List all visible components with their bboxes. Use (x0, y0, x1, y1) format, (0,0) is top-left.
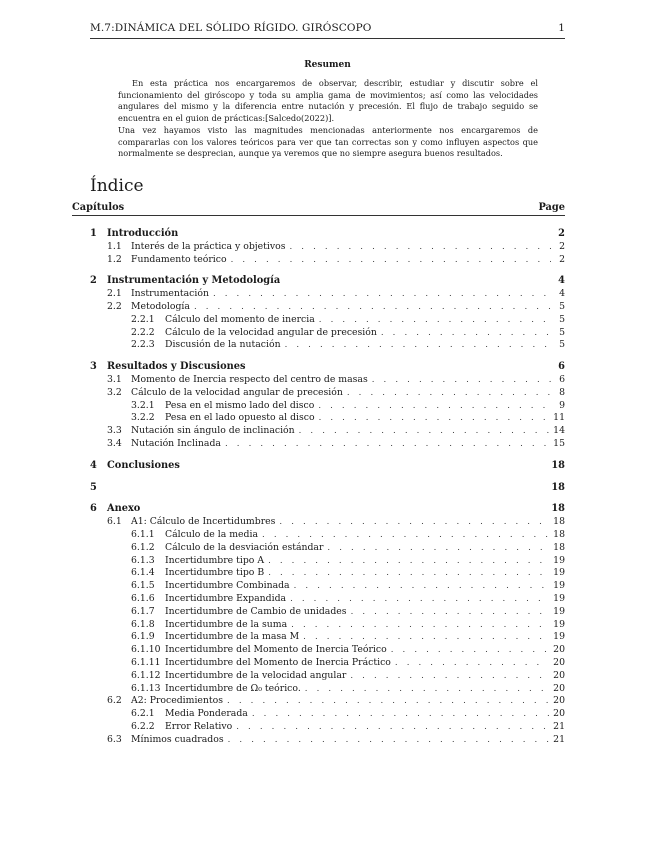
toc-entry[interactable] (131, 338, 565, 351)
toc-entry-page: 2 (559, 240, 565, 252)
toc-entry-number: 3.2.1 (131, 399, 155, 411)
toc-entry-title: Fundamento teórico (131, 253, 227, 265)
toc-entry-title: Mínimos cuadrados (131, 733, 224, 745)
abstract-paragraph-1: En esta práctica nos encargaremos de observar, describir, estudiar y discutir sobre el funcionamiento del giróscopo y toda su amplia gama de movimientos; así como las velocidades angulares del mismo y la diferencia entre nutación y precesión. El flujo de trabajo seguido se encuentra en el guion de prácticas:[Salcedo(2022)]. (118, 78, 538, 124)
toc-entry-number: 6.1.6 (131, 593, 155, 604)
toc-entry-number: 6.1.2 (131, 541, 155, 553)
toc-entry-page: 18 (553, 516, 565, 528)
toc-entry-number: 6.1.4 (131, 567, 155, 579)
toc-entry-title: Media Ponderada (165, 708, 248, 720)
toc-entry-page: 9 (559, 399, 565, 411)
toc-entry-title: Instrumentación (131, 288, 209, 300)
toc-entry-number: 1.1 (107, 240, 122, 252)
toc-entry-number: 1 (90, 228, 97, 239)
toc-entry-page: 2 (558, 228, 565, 239)
toc-entry-title: Discusión de la nutación (165, 339, 281, 351)
toc-entry-number: 6.1.10 (131, 644, 161, 656)
toc-entry-number: 2.2.3 (131, 339, 155, 351)
toc-entry-page: 5 (559, 339, 565, 351)
toc-entry-title: Incertidumbre de Cambio de unidades (165, 605, 347, 617)
toc-entry-title: Interés de la práctica y objetivos (131, 240, 286, 252)
toc-entry[interactable] (131, 605, 565, 618)
toc-entry-page: 11 (553, 412, 565, 424)
toc-entry-page: 19 (553, 618, 565, 630)
toc-entry-page: 19 (553, 567, 565, 579)
toc-entry-title: A1: Cálculo de Incertidumbres (131, 516, 276, 528)
toc-entry[interactable] (131, 326, 565, 339)
toc-entry-title: Anexo (107, 503, 141, 515)
toc-entry-title: Incertidumbre de la suma (165, 618, 288, 630)
toc-entry-title: Momento de Inercia respecto del centro de masas (131, 374, 368, 385)
toc-entry[interactable] (131, 592, 565, 605)
toc-entry-page: 20 (553, 682, 565, 694)
toc-entry-page: 4 (558, 275, 565, 287)
toc-entry[interactable] (131, 682, 565, 695)
toc-entry[interactable] (131, 528, 565, 541)
toc-entry-page: 20 (553, 657, 565, 668)
toc-entry-title: Conclusiones (107, 459, 180, 471)
toc-entry-page: 5 (559, 326, 565, 338)
toc-entry[interactable] (107, 424, 565, 437)
toc-entry-number: 4 (90, 459, 97, 471)
toc-entry[interactable] (107, 386, 565, 399)
toc-entry-number: 6.1.5 (131, 580, 155, 592)
toc-dot-leader (231, 254, 551, 267)
toc-entry-page: 19 (553, 554, 565, 566)
toc-rule (72, 215, 565, 216)
toc-entry-title: Cálculo de la media (165, 529, 259, 540)
running-header (90, 22, 565, 38)
abstract (118, 78, 538, 160)
toc-entry-number: 2.2.2 (131, 326, 155, 338)
toc-entry[interactable] (131, 554, 565, 567)
abstract-paragraph-2: Una vez hayamos visto las magnitudes mencionadas anteriormente nos encargaremos de compararlas con los valores teóricos para ver que tan correctas son y como influyen aspectos que normalmente se desprecian, aunque ya veremos que no siempre asegura buenos resultados. (118, 124, 538, 159)
toc-entry[interactable] (131, 579, 565, 592)
toc-entry-page: 5 (559, 301, 565, 312)
toc-entry-number: 6.3 (107, 733, 122, 745)
toc-entry[interactable] (107, 240, 565, 253)
toc-entry-number: 5 (90, 481, 97, 493)
toc-entry-page: 15 (553, 438, 565, 449)
toc-entry-page: 6 (558, 361, 565, 373)
toc-entry-title: Introducción (107, 228, 179, 239)
toc-entry-page: 19 (553, 593, 565, 604)
toc-entry-page: 19 (553, 605, 565, 617)
toc-entry-title: Error Relativo (165, 721, 233, 732)
toc-chapter[interactable] (90, 227, 565, 240)
toc-entry-number: 6.1.13 (131, 682, 161, 694)
toc-entry-page: 18 (551, 459, 565, 471)
toc-entry-number: 6.1 (107, 516, 122, 528)
toc-dot-leader (225, 438, 549, 451)
toc-entry-title: A2: Procedimientos (131, 695, 224, 707)
toc-entry-page: 2 (559, 253, 565, 265)
toc-entry[interactable] (131, 541, 565, 554)
toc-entry-title: Instrumentación y Metodología (107, 275, 281, 287)
toc-entry-number: 2.2.1 (131, 313, 155, 325)
toc-entry-title: Incertidumbre de la velocidad angular (165, 669, 347, 681)
toc-entry-title: Cálculo de la desviación estándar (165, 541, 324, 553)
toc-chapter[interactable] (90, 274, 565, 287)
toc-column-headers (72, 202, 565, 213)
toc-entry-page: 20 (553, 669, 565, 681)
toc-entry-page: 18 (553, 541, 565, 553)
header-rule (90, 38, 565, 39)
toc-entry-number: 3.3 (107, 425, 122, 437)
toc-entry-page: 14 (553, 425, 565, 437)
toc-entry-page: 5 (559, 313, 565, 325)
toc-col-chapters: Capítulos (72, 202, 125, 213)
toc-entry[interactable] (131, 707, 565, 720)
toc-chapter[interactable] (90, 481, 565, 494)
toc-entry-number: 6 (90, 503, 97, 515)
toc-entry[interactable] (131, 411, 565, 424)
toc-entry[interactable] (131, 399, 565, 412)
toc-title: Índice (90, 176, 144, 196)
toc-entry-number: 6.1.9 (131, 631, 155, 643)
toc-entry-number: 6.1.8 (131, 618, 155, 630)
toc-entry[interactable] (107, 287, 565, 300)
toc-entry[interactable] (131, 313, 565, 326)
toc-entry-title: Incertidumbre del Momento de Inercia Práctico (165, 657, 391, 668)
toc-entry-title: Incertidumbre tipo B (165, 567, 265, 579)
toc-entry[interactable] (107, 253, 565, 266)
toc-entry-page: 19 (553, 580, 565, 592)
toc-entry-number: 3.4 (107, 438, 122, 449)
toc-dot-leader (228, 734, 550, 747)
toc-entry-number: 3.1 (107, 374, 122, 385)
toc-entry-title: Incertidumbre de Ω₀ teórico. (165, 682, 301, 694)
toc-entry-page: 20 (553, 708, 565, 720)
toc-entry[interactable] (131, 669, 565, 682)
toc-entry[interactable] (131, 643, 565, 656)
toc-entry-number: 2 (90, 275, 97, 287)
toc-entry-title: Nutación Inclinada (131, 438, 221, 449)
toc-entry-page: 18 (553, 529, 565, 540)
toc-entry-number: 3 (90, 361, 97, 373)
toc-entry-title: Pesa en el lado opuesto al disco (165, 412, 315, 424)
toc-entry-title: Incertidumbre de la masa M (165, 631, 300, 643)
toc-entry-number: 6.1.3 (131, 554, 155, 566)
toc-entry-number: 6.1.1 (131, 529, 155, 540)
toc-entry[interactable] (131, 720, 565, 733)
toc-chapter[interactable] (90, 360, 565, 373)
toc-chapter[interactable] (90, 502, 565, 515)
toc-col-page: Page (538, 202, 565, 213)
toc-entry-title: Resultados y Discusiones (107, 361, 246, 373)
toc-entry-page: 6 (559, 374, 565, 385)
toc-entry-number: 6.1.12 (131, 669, 161, 681)
toc-entry-title: Incertidumbre Expandida (165, 593, 287, 604)
toc-entry[interactable] (107, 437, 565, 450)
abstract-title: Resumen (304, 60, 351, 70)
toc-entry-title: Pesa en el mismo lado del disco (165, 399, 315, 411)
toc-chapter[interactable] (90, 459, 565, 472)
toc-entry-number: 2.1 (107, 288, 122, 300)
toc-entry[interactable] (107, 373, 565, 386)
toc-entry-title: Cálculo de la velocidad angular de precesión (165, 326, 377, 338)
toc-entry-number: 2.2 (107, 301, 122, 312)
toc-entry-page: 4 (559, 288, 565, 300)
toc-entry-title: Incertidumbre Combinada (165, 580, 290, 592)
toc-entry-number: 1.2 (107, 253, 122, 265)
toc-entry[interactable] (107, 300, 565, 313)
toc-entry[interactable] (131, 630, 565, 643)
toc-entry-title: Incertidumbre del Momento de Inercia Teórico (165, 644, 387, 656)
toc-dot-leader (285, 339, 551, 352)
toc-entry-page: 21 (553, 721, 565, 732)
toc-entry-title: Cálculo de la velocidad angular de precesión (131, 386, 343, 398)
toc-entry[interactable] (107, 733, 565, 746)
toc-entry-title: Cálculo del momento de inercia (165, 313, 315, 325)
page-number: 1 (558, 22, 565, 34)
toc-entry-number: 6.1.11 (131, 657, 161, 668)
toc-entry[interactable] (107, 694, 565, 707)
header-title: M.7:DINÁMICA DEL SÓLIDO RÍGIDO. GIRÓSCOPO (90, 22, 372, 34)
toc-entry-title: Incertidumbre tipo A (165, 554, 265, 566)
toc-entry-title: Metodología (131, 301, 190, 312)
toc-entry-number: 6.2.2 (131, 721, 155, 732)
toc-entry-page: 20 (553, 695, 565, 707)
toc-entry-page: 18 (551, 503, 565, 515)
toc-entry[interactable] (131, 656, 565, 669)
toc-entry-page: 20 (553, 644, 565, 656)
toc-entry-number: 6.2.1 (131, 708, 155, 720)
toc-entry[interactable] (131, 618, 565, 631)
toc-entry-page: 19 (553, 631, 565, 643)
toc-entry-page: 8 (559, 386, 565, 398)
toc-entry-number: 6.2 (107, 695, 122, 707)
toc-entry-number: 3.2.2 (131, 412, 155, 424)
toc-entry-number: 3.2 (107, 386, 122, 398)
toc-entry[interactable] (131, 566, 565, 579)
toc-entry-title: Nutación sin ángulo de inclinación (131, 425, 295, 437)
toc-entry-number: 6.1.7 (131, 605, 155, 617)
toc-entry[interactable] (107, 515, 565, 528)
toc-entry-page: 18 (551, 481, 565, 493)
toc-entry-page: 21 (553, 733, 565, 745)
